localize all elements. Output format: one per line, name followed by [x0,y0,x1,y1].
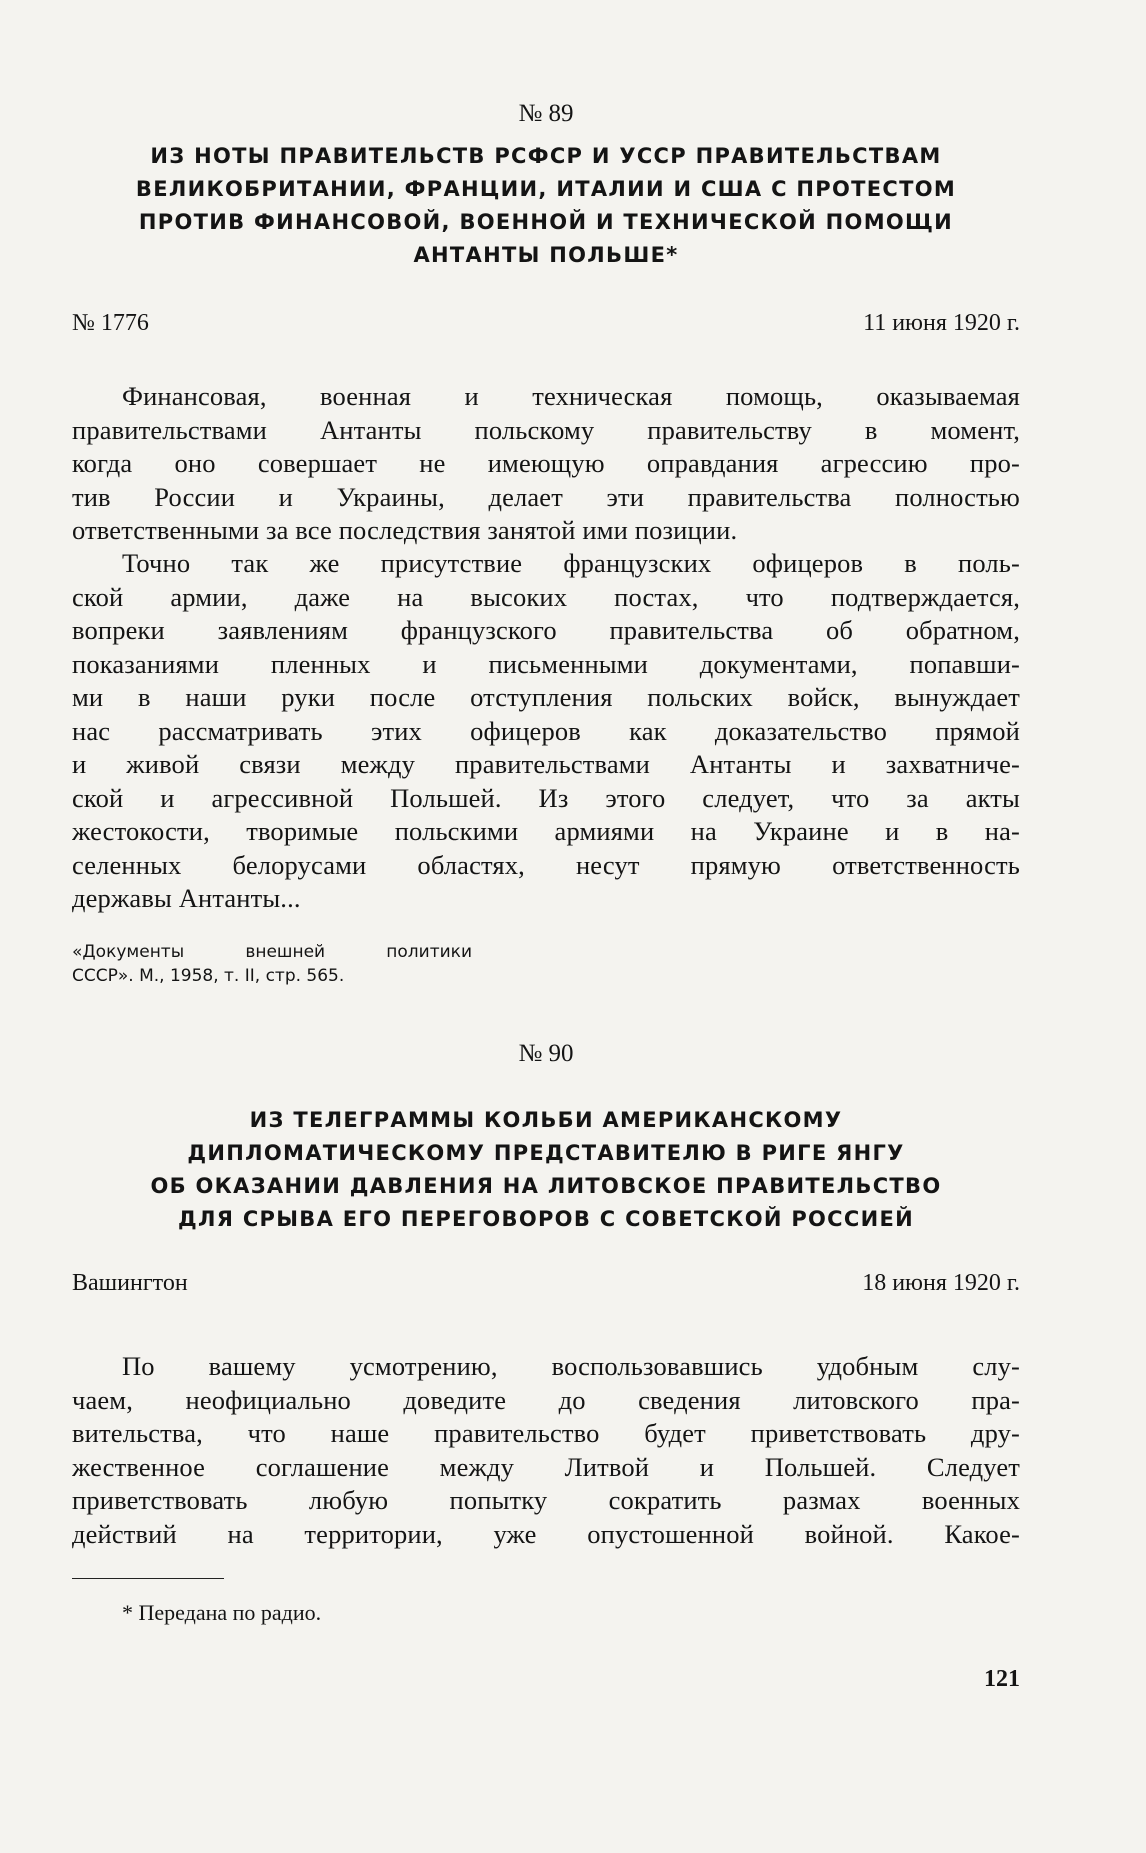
doc89-date: 11 июня 1920 г. [863,310,1020,336]
source-line: «Документы внешней политики [72,942,472,962]
doc89-paragraph-1 [72,380,1020,548]
doc89-heading [72,140,1020,272]
document-page [72,0,1020,1853]
doc89-heading-line: ВЕЛИКОБРИТАНИИ, ФРАНЦИИ, ИТАЛИИ И США С ПРОТЕСТОМ [135,177,957,201]
text-line: приветствовать любую попытку сократить размах военных [72,1485,1020,1515]
text-line: державы Антанты... [72,883,301,913]
doc90-heading-line: ОБ ОКАЗАНИИ ДАВЛЕНИЯ НА ЛИТОВСКОЕ ПРАВИТЕЛЬСТВО [150,1174,942,1198]
text-line: жестокости, творимые польскими армиями на Украине и в на- [72,816,1020,846]
text-line: жественное соглашение между Литвой и Польшей. Следует [72,1451,1020,1482]
doc89-source-citation [72,940,472,988]
doc89-paragraph-2 [72,547,1020,916]
text-line: Финансовая, военная и техническая помощь, оказываемая [122,381,1020,411]
text-line: тив России и Украины, делает эти правительства полностью [72,481,1020,512]
doc89-ref-number: № 1776 [72,310,149,336]
doc90-heading-line: ИЗ ТЕЛЕГРАММЫ КОЛЬБИ АМЕРИКАНСКОМУ [249,1108,843,1132]
doc90-heading-line: ДИПЛОМАТИЧЕСКОМУ ПРЕДСТАВИТЕЛЮ В РИГЕ ЯНГУ [187,1141,905,1165]
text-line: По вашему усмотрению, воспользовавшись удобным слу- [122,1351,1020,1381]
text-line: Точно так же присутствие французских офицеров в поль- [122,548,1020,578]
doc90-paragraph-1 [72,1350,1020,1551]
text-line: ответственными за все последствия занятой ими позиции. [72,515,738,545]
doc89-heading-line: ПРОТИВ ФИНАНСОВОЙ, ВОЕННОЙ И ТЕХНИЧЕСКОЙ ПОМОЩИ [138,210,954,234]
doc90-heading [72,1104,1020,1236]
footnote-divider [72,1578,224,1579]
text-line: показаниями пленных и письменными документами, попавши- [72,648,1020,679]
text-line: нас рассматривать этих офицеров как доказательство прямой [72,715,1020,746]
text-line: вительства, что наше правительство будет приветствовать дру- [72,1418,1020,1448]
doc90-date: 18 июня 1920 г. [862,1270,1020,1296]
text-line: ской армии, даже на высоких постах, что подтверждается, [72,581,1020,612]
text-line: чаем, неофициально доведите до сведения литовского пра- [72,1384,1020,1415]
doc89-number: № 89 [518,100,574,127]
text-line: селенных белорусами областях, несут прямую ответственность [72,849,1020,880]
doc90-heading-line: ДЛЯ СРЫВА ЕГО ПЕРЕГОВОРОВ С СОВЕТСКОЙ РОССИЕЙ [178,1207,914,1231]
text-line: когда оно совершает не имеющую оправдания агрессию про- [72,448,1020,478]
text-line: ми в наши руки после отступления польских войск, вынуждает [72,682,1020,712]
doc89-heading-line: ИЗ НОТЫ ПРАВИТЕЛЬСТВ РСФСР И УССР ПРАВИТЕЛЬСТВАМ [150,144,942,168]
source-line: СССР». М., 1958, т. II, стр. 565. [72,966,345,986]
page-number: 121 [984,1666,1020,1692]
doc90-place: Вашингтон [72,1270,188,1296]
text-line: правительствами Антанты польскому правительству в момент, [72,414,1020,445]
text-line: и живой связи между правительствами Антанты и захватниче- [72,749,1020,779]
doc89-heading-line: АНТАНТЫ ПОЛЬШЕ* [413,243,679,267]
text-line: действий на территории, уже опустошенной войной. Какое- [72,1518,1020,1549]
text-line: ской и агрессивной Польшей. Из этого следует, что за акты [72,782,1020,813]
footnote: * Передана по радио. [122,1600,322,1625]
doc90-number: № 90 [518,1040,574,1067]
text-line: вопреки заявлениям французского правительства об обратном, [72,615,1020,645]
